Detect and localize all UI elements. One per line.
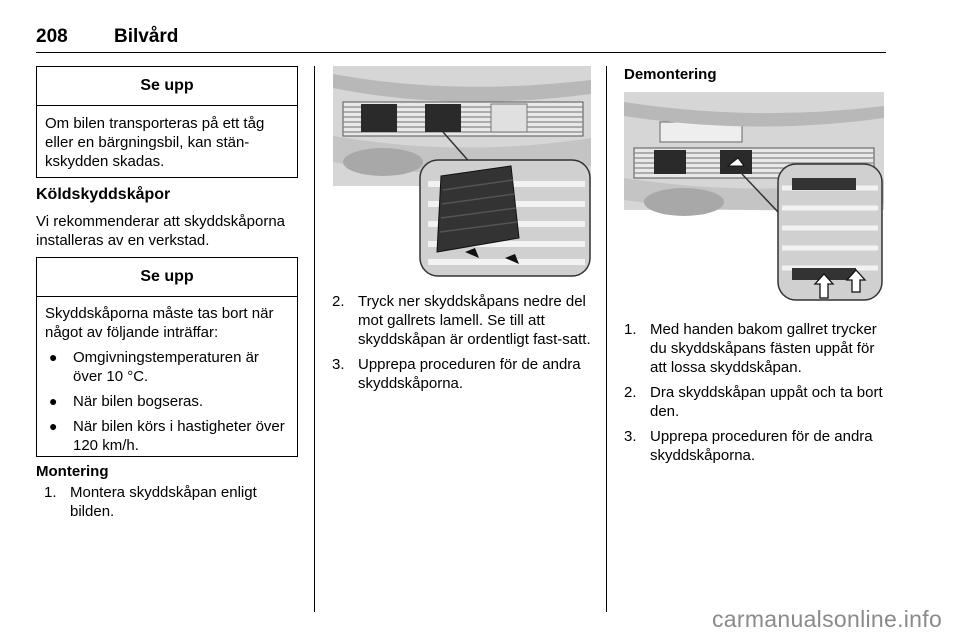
header-rule [36, 52, 886, 53]
mounting-heading: Montering [36, 463, 109, 480]
caution-title: Se upp [37, 258, 297, 297]
column-divider-2 [606, 66, 607, 612]
step-item: 1. Med handen bakom gallret trycker du skyddskåpans fästen uppåt för att lossa skyddskåpan. [624, 321, 877, 376]
caution-intro: Skyddskåporna måste tas bort när något av följande inträffar: [45, 305, 274, 341]
bullet-icon: ● [49, 393, 58, 409]
mounting-steps [44, 483, 284, 521]
bullet-item: ● När bilen bogseras. [49, 393, 204, 410]
section-title: Bilvård [114, 26, 179, 47]
watermark-text: carmanualsonline.info [712, 606, 943, 632]
caution-text: Om bilen transporteras på ett tåg eller en bärgningsbil, kan stän-kskydden skadas. [45, 115, 265, 170]
step-item: 2. Dra skyddskåpan uppåt och ta bort den. [624, 384, 883, 420]
illustration-cover-mounting [333, 66, 591, 278]
step-item: 1. Montera skyddskåpan enligt bilden. [44, 484, 257, 520]
bullet-item: ● Omgivningstemperaturen är över 10 °C. [49, 349, 259, 385]
caution-title: Se upp [37, 67, 297, 106]
bullet-icon: ● [49, 349, 58, 365]
col2-steps [332, 292, 592, 393]
intro-text: Vi rekommenderar att skyddskåporna installeras av en verkstad. [36, 213, 286, 249]
section-heading-cold-covers: Köldskyddskåpor [36, 186, 171, 203]
step-item: 3. Upprepa proceduren för de andra skyddskåporna. [624, 428, 873, 464]
col3-steps [624, 320, 886, 465]
page-number: 208 [36, 26, 68, 47]
column-divider-1 [314, 66, 315, 612]
caution-box-transport [36, 66, 298, 178]
step-item: 3. Upprepa proceduren för de andra skyddskåporna. [332, 356, 581, 392]
step-item: 2. Tryck ner skyddskåpans nedre del mot gallrets lamell. Se till att skyddskåpan är ordentligt fast-satt. [332, 293, 591, 348]
removal-heading: Demontering [624, 66, 717, 83]
caution-box-remove [36, 257, 298, 457]
illustration-cover-removal [624, 92, 884, 302]
bullet-icon: ● [49, 418, 58, 434]
bullet-item: ● När bilen körs i hastigheter över 120 km/h. [49, 418, 285, 454]
